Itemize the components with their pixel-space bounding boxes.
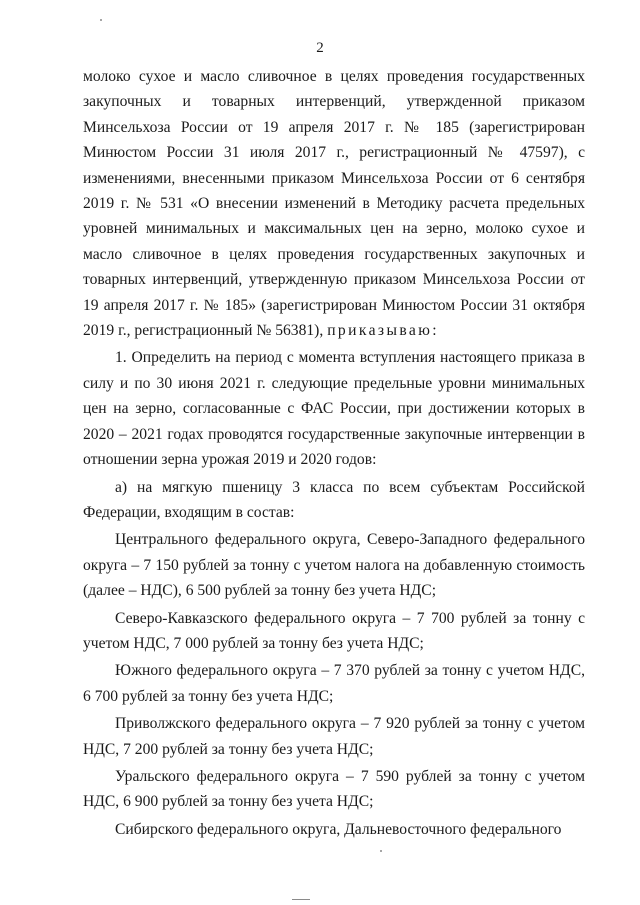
paragraph-item-1a: а) на мягкую пшеницу 3 класса по всем субъектам Российской Федерации, входящим в состав:: [83, 478, 585, 521]
paragraph-southern-district: Южного федерального округа – 7 370 рублей за тонну с учетом НДС, 6 700 рублей за тонну без учета НДС;: [83, 662, 585, 705]
order-word: приказываю:: [327, 322, 440, 340]
paragraph-item-1: 1. Определить на период с момента вступления настоящего приказа в силу и по 30 июня 2021 г. следующие предельные уровни минимальных цен на зерно, согласованные с ФАС России, при достижении которых в 2020 – 2021 годах проводятся государственные закупочные интервенции в отношении зерна урожая 2019 и 2020 годов:: [83, 349, 585, 469]
document-body: [83, 64, 585, 842]
page-number: 2: [316, 40, 324, 56]
paragraph-intro: [83, 64, 585, 343]
intro-main-text: молоко сухое и масло сливочное в целях проведения государственных закупочных и товарных интервенций, утвержденной приказом Минсельхоза России от 19 апреля 2017 г. № 185 (зарегистрирован Минюстом России 31 июля 2017 г., регистрационный № 47597), с изменениями, внесенными приказом Минсельхоза России от 6 сентября 2019 г. № 531 «О внесении изменений в Методику расчета предельных уровней минимальных и максимальных цен на зерно, молоко сухое и масло сливочное в целях проведения государственных закупочных и товарных интервенций, утвержденную приказом Минсельхоза России от 19 апреля 2017 г. № 185» (зарегистрирован Минюстом России 31 октября 2019 г., регистрационный № 56381),: [83, 68, 585, 340]
scan-speck: [292, 899, 310, 900]
paragraph-ural-district: Уральского федерального округа – 7 590 рублей за тонну с учетом НДС, 6 900 рублей за тонну без учета НДС;: [83, 767, 585, 811]
paragraph-north-caucasus-district: Северо-Кавказского федерального округа – 7 700 рублей за тонну с учетом НДС, 7 000 рублей за тонну без учета НДС;: [83, 609, 585, 652]
paragraph-volga-district: Приволжского федерального округа – 7 920 рублей за тонну с учетом НДС, 7 200 рублей за тонну без учета НДС;: [83, 715, 585, 758]
scan-speck: [100, 19, 102, 21]
scan-speck: [380, 850, 382, 852]
paragraph-siberian-district: Сибирского федерального округа, Дальневосточного федерального: [115, 820, 562, 838]
paragraph-central-district: Центрального федерального округа, Северо-Западного федерального округа – 7 150 рублей за тонну с учетом налога на добавленную стоимость (далее – НДС), 6 500 рублей за тонну без учета НДС;: [83, 531, 585, 600]
